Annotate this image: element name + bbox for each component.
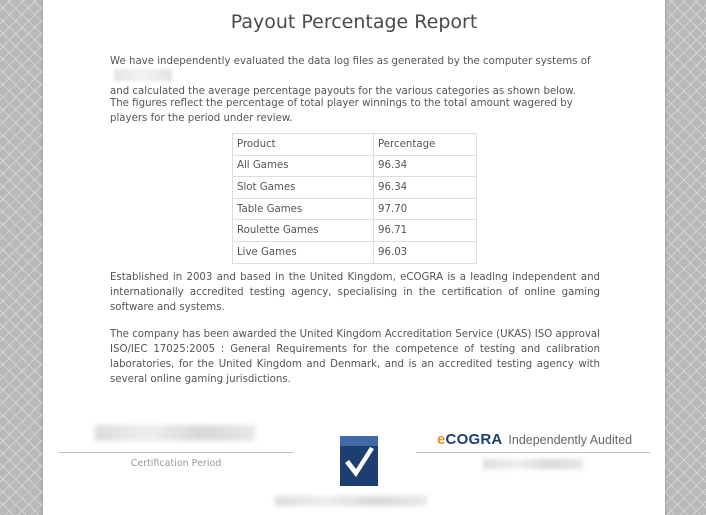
brand-name: COGRA: [445, 431, 503, 448]
table-row: [233, 177, 477, 199]
product-cell: Live Games: [233, 241, 374, 263]
product-cell: Slot Games: [233, 177, 374, 199]
percentage-cell: 96.34: [374, 177, 477, 199]
percentage-cell: 96.03: [374, 241, 477, 263]
certification-period-label: Certification Period: [130, 458, 222, 469]
payout-table: [232, 133, 477, 264]
report-certificate: [43, 0, 665, 515]
table-row: [233, 198, 477, 220]
table-row: [233, 220, 477, 242]
redacted-certification-dates: [95, 425, 255, 441]
product-cell: Roulette Games: [233, 220, 374, 242]
left-signature-line: [59, 452, 293, 453]
right-signature-line: [416, 452, 650, 453]
product-cell: Table Games: [233, 198, 374, 220]
percentage-cell: 96.71: [374, 220, 477, 242]
accreditation-paragraph: The company has been awarded the United Kingdom Accreditation Service (UKAS) ISO approval ISO/IEC 17025:2005 : General Requirements for the competence of testing and calibration laboratories, for the United Kingdom and Denmark, and is an accredited testing agency with several online gaming jurisdictions.: [110, 329, 600, 385]
brand-wordmark: [437, 431, 502, 448]
intro-line: We have independently evaluated the data log files as generated by the computer systems of: [110, 56, 591, 67]
redacted-company-name: [114, 69, 172, 81]
ecogra-logo: [437, 429, 632, 448]
brand-tagline: Independently Audited: [508, 433, 633, 447]
figures-note-paragraph: The figures reflect the percentage of total player winnings to the total amount wagered by players for the period under review.: [110, 98, 573, 124]
column-header-percentage: Percentage: [374, 134, 477, 156]
brand-prefix: e: [437, 431, 446, 448]
percentage-cell: 97.70: [374, 198, 477, 220]
table-row: [233, 241, 477, 263]
percentage-cell: 96.34: [374, 155, 477, 177]
checkmark-seal-icon: [337, 433, 381, 489]
intro-continuation: and calculated the average percentage payouts for the various categories as shown below.: [110, 86, 576, 97]
about-paragraph: Established in 2003 and based in the United Kingdom, eCOGRA is a leading independent and internationally accredited testing agency, specialising in the certification of online gaming software and systems.: [110, 272, 600, 313]
redacted-seal-caption: [275, 496, 427, 506]
intro-paragraph: [110, 54, 600, 99]
product-cell: All Games: [233, 155, 374, 177]
table-header-row: [233, 134, 477, 156]
page-title: Payout Percentage Report: [230, 11, 478, 33]
column-header-product: Product: [233, 134, 374, 156]
table-row: [233, 155, 477, 177]
redacted-auditor-signature: [483, 459, 583, 469]
